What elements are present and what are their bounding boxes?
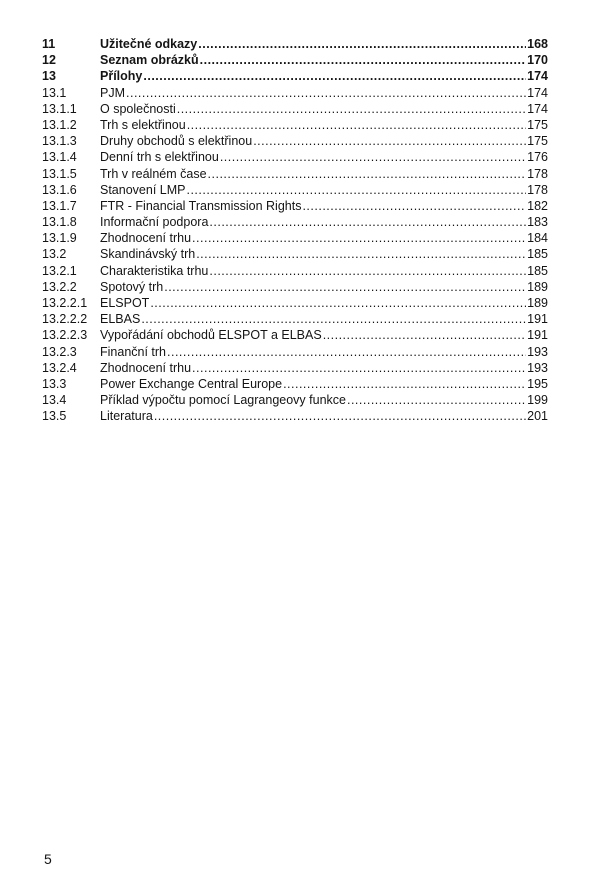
toc-entry-page: 175 <box>527 134 548 149</box>
toc-entry <box>42 133 548 149</box>
toc-entry-number: 13.1.4 <box>42 150 77 165</box>
toc-entry-number: 13.2.2.2 <box>42 312 88 327</box>
toc-entry-page: 178 <box>527 166 548 181</box>
toc-entry-title: PJM <box>100 85 125 100</box>
toc-entry-title: Druhy obchodů s elektřinou <box>100 134 253 149</box>
toc-entry <box>42 360 548 376</box>
toc-leader-dots <box>150 295 526 311</box>
toc-leader-dots <box>347 392 526 408</box>
toc-entry-number: 13.2.2.1 <box>42 296 88 310</box>
toc-entry-page: 201 <box>527 409 548 424</box>
page-number: 5 <box>44 851 52 867</box>
toc-entry-number: 13.1.5 <box>42 166 77 181</box>
toc-leader-dots <box>208 166 527 182</box>
toc-leader-dots <box>302 198 526 214</box>
toc-leader-dots <box>200 52 527 68</box>
toc-entry-title: Power Exchange Central Europe <box>100 376 283 391</box>
toc-entry-page: 174 <box>527 85 548 100</box>
toc-entry <box>42 85 548 101</box>
toc-entry <box>42 327 548 343</box>
toc-leader-dots <box>177 101 526 117</box>
toc-entry-number: 13.1.7 <box>42 198 77 213</box>
toc-entry-page: 193 <box>527 344 548 359</box>
toc-entry-title: Seznam obrázků <box>100 53 199 68</box>
toc-entry-number: 13.2.1 <box>42 263 77 278</box>
toc-entry-page: 182 <box>527 198 548 213</box>
toc-entry-number: 13.1.9 <box>42 231 77 246</box>
toc-leader-dots <box>209 214 526 230</box>
toc-entry-number: 13 <box>42 69 56 84</box>
toc-entry-number: 13.3 <box>42 376 67 391</box>
toc-entry <box>42 149 548 165</box>
toc-entry-page: 174 <box>527 69 548 84</box>
toc-leader-dots <box>283 376 526 392</box>
toc-entry-page: 193 <box>527 360 548 375</box>
toc-leader-dots <box>220 149 526 165</box>
toc-entry-page: 189 <box>527 279 548 294</box>
toc-entry <box>42 279 548 295</box>
toc-entry-number: 13.2.4 <box>42 360 77 375</box>
toc-entry-number: 13.1.8 <box>42 215 77 230</box>
toc-entry <box>42 263 548 279</box>
toc-entry-title: FTR - Financial Transmission Rights <box>100 198 302 213</box>
toc-entry-page: 178 <box>527 182 548 197</box>
toc-entry <box>42 214 548 230</box>
toc-entry <box>42 295 548 311</box>
toc-entry-page: 191 <box>527 328 548 343</box>
toc-leader-dots <box>154 408 526 424</box>
toc-entry-number: 13.1.1 <box>42 101 77 116</box>
toc-entry-title: ELSPOT <box>100 296 150 310</box>
toc-leader-dots <box>186 182 526 198</box>
toc-leader-dots <box>253 133 526 149</box>
toc-entry-number: 13.1.3 <box>42 134 77 149</box>
toc-entry <box>42 376 548 392</box>
toc-entry-number: 13.2.2 <box>42 279 77 294</box>
toc-entry-number: 13.5 <box>42 409 67 424</box>
toc-entry-title: Zhodnocení trhu <box>100 360 192 375</box>
toc-entry-number: 13.2.3 <box>42 344 77 359</box>
toc-entry-title: O společnosti <box>100 101 176 116</box>
toc-entry-number: 13.1.6 <box>42 182 77 197</box>
toc-entry-title: Trh s elektřinou <box>100 117 186 132</box>
toc-entry-title: Spotový trh <box>100 279 164 294</box>
toc-entry-title: Trh v reálném čase <box>100 166 207 181</box>
toc-entry-number: 13.2 <box>42 247 67 262</box>
toc-entry-number: 12 <box>42 53 56 68</box>
toc-leader-dots <box>167 344 526 360</box>
toc-entry <box>42 344 548 360</box>
toc-entry-number: 11 <box>42 37 56 51</box>
toc-entry-title: Přílohy <box>100 69 143 84</box>
table-of-contents <box>42 36 548 425</box>
toc-entry-title: Vypořádání obchodů ELSPOT a ELBAS <box>100 328 322 343</box>
toc-entry <box>42 311 548 327</box>
toc-entry-title: Charakteristika trhu <box>100 263 209 278</box>
toc-entry-page: 199 <box>527 393 548 408</box>
toc-entry-title: ELBAS <box>100 312 141 327</box>
toc-entry-number: 13.4 <box>42 393 67 408</box>
toc-leader-dots <box>196 246 526 262</box>
toc-leader-dots <box>323 327 526 343</box>
toc-entry-page: 168 <box>527 37 548 51</box>
toc-entry-page: 189 <box>527 296 548 310</box>
toc-entry-number: 13.1.2 <box>42 117 77 132</box>
toc-entry-page: 185 <box>527 247 548 262</box>
toc-entry-title: Zhodnocení trhu <box>100 231 192 246</box>
toc-leader-dots <box>198 36 526 52</box>
toc-entry-page: 184 <box>527 231 548 246</box>
toc-entry-page: 185 <box>527 263 548 278</box>
toc-entry-title: Finanční trh <box>100 344 167 359</box>
toc-leader-dots <box>209 263 526 279</box>
toc-entry-title: Literatura <box>100 409 153 424</box>
toc-entry-page: 170 <box>527 53 548 68</box>
toc-leader-dots <box>164 279 526 295</box>
toc-entry-number: 13.1 <box>42 85 67 100</box>
toc-entry <box>42 52 548 68</box>
toc-entry-page: 175 <box>527 117 548 132</box>
toc-entry-title: Skandinávský trh <box>100 247 196 262</box>
toc-entry <box>42 36 548 52</box>
toc-entry <box>42 182 548 198</box>
toc-entry-title: Informační podpora <box>100 215 209 230</box>
toc-entry-page: 174 <box>527 101 548 116</box>
toc-entry <box>42 198 548 214</box>
toc-leader-dots <box>192 360 526 376</box>
toc-entry-page: 191 <box>527 312 548 327</box>
toc-entry <box>42 68 548 84</box>
toc-entry <box>42 246 548 262</box>
toc-entry <box>42 117 548 133</box>
toc-entry-title: Užitečné odkazy <box>100 37 198 51</box>
toc-entry <box>42 408 548 424</box>
toc-leader-dots <box>192 230 526 246</box>
toc-leader-dots <box>141 311 526 327</box>
toc-entry <box>42 166 548 182</box>
toc-entry-title: Denní trh s elektřinou <box>100 150 219 165</box>
toc-entry <box>42 230 548 246</box>
toc-entry-title: Stanovení LMP <box>100 182 186 197</box>
toc-entry-page: 176 <box>527 150 548 165</box>
toc-entry <box>42 392 548 408</box>
toc-entry-title: Příklad výpočtu pomocí Lagrangeovy funkce <box>100 393 346 408</box>
toc-entry-page: 183 <box>527 215 548 230</box>
toc-leader-dots <box>143 68 526 84</box>
toc-entry-number: 13.2.2.3 <box>42 328 88 343</box>
toc-leader-dots <box>126 85 526 101</box>
toc-leader-dots <box>187 117 526 133</box>
toc-entry <box>42 101 548 117</box>
toc-entry-page: 195 <box>527 376 548 391</box>
